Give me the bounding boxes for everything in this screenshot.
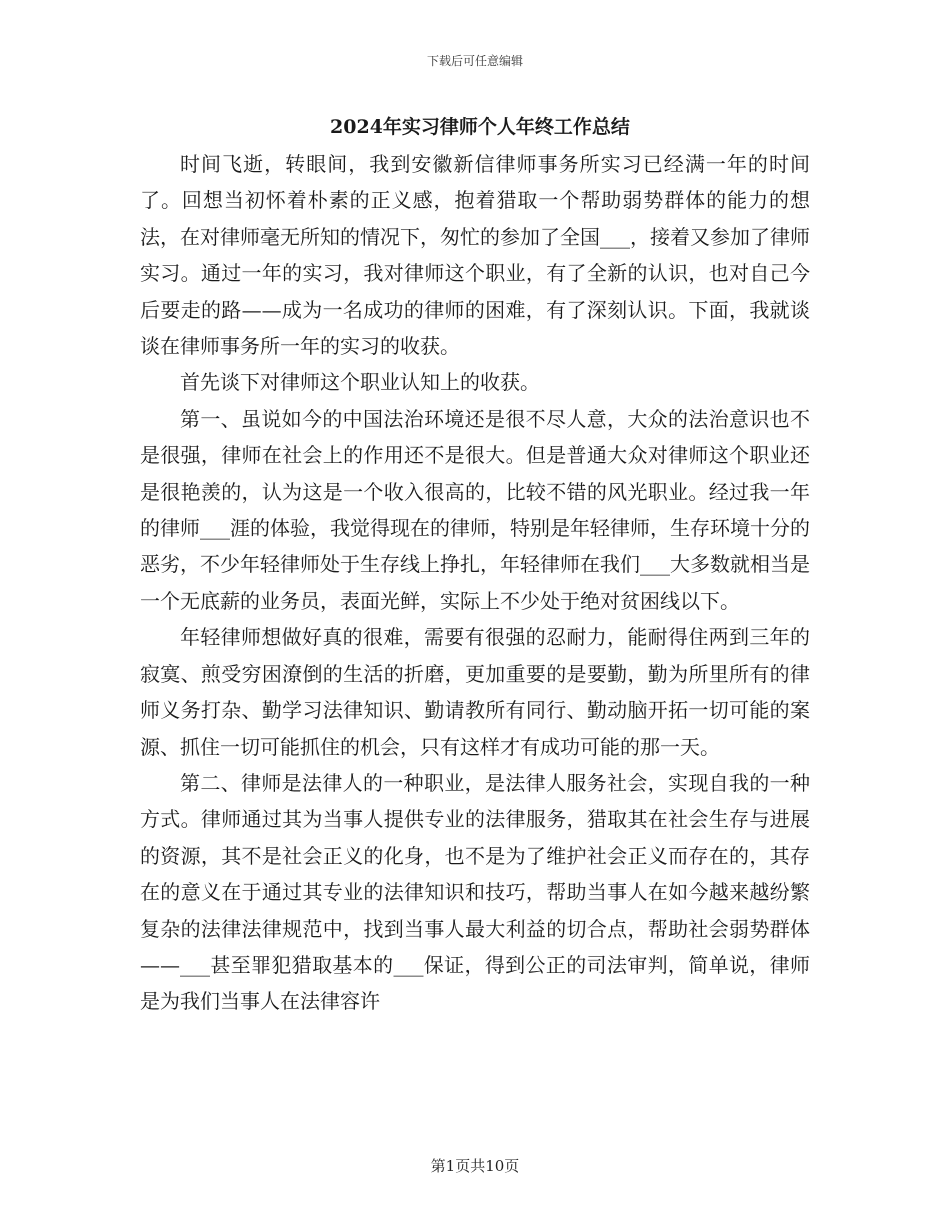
paragraph: 首先谈下对律师这个职业认知上的收获。 xyxy=(180,370,540,395)
paragraph: 时间飞逝，转眼间，我到安徽新信律师事务所实习已经满一年的时间了。回想当初怀着朴素的正义感，抱着猎取一个帮助弱势群体的能力的想法，在对律师毫无所知的情况下，匆忙的参加了全国___，接着又参加了律师实习。通过一年的实习，我对律师这个职业，有了全新的认识，也对自己今后要走的路——成为一名成功的律师的困难，有了深刻认识。下面，我就谈谈在律师事务所一年的实习的收获。 xyxy=(140,152,810,359)
paragraph: 第二、律师是法律人的一种职业，是法律人服务社会，实现自我的一种方式。律师通过其为当事人提供专业的法律服务，猎取其在社会生存与进展的资源，其不是社会正义的化身，也不是为了维护社会正义而存在的，其存在的意义在于通过其专业的法律知识和技巧，帮助当事人在如今越来越纷繁复杂的法律法律规范中，找到当事人最大利益的切合点，帮助社会弱势群体——___甚至罪犯猎取基本的___保证，得到公正的司法审判，简单说，律师是为我们当事人在法律容许 xyxy=(140,770,810,1014)
page-number: 第1页共10页 xyxy=(430,1157,520,1175)
paragraph: 第一、虽说如今的中国法治环境还是很不尽人意，大众的法治意识也不是很强，律师在社会上的作用还不是很大。但是普通大众对律师这个职业还是很艳羡的，认为这是一个收入很高的，比较不错的风光职业。经过我一年的律师___涯的体验，我觉得现在的律师，特别是年轻律师，生存环境十分的恶劣，不少年轻律师处于生存线上挣扎，年轻律师在我们___大多数就相当是一个无底薪的业务员，表面光鲜，实际上不少处于绝对贫困线以下。 xyxy=(140,406,810,613)
paragraph: 年轻律师想做好真的很难，需要有很强的忍耐力，能耐得住两到三年的寂寞、煎受穷困潦倒的生活的折磨，更加重要的是要勤，勤为所里所有的律师义务打杂、勤学习法律知识、勤请教所有同行、勤动脑开拓一切可能的案源、抓住一切可能抓住的机会，只有这样才有成功可能的那一天。 xyxy=(140,625,810,759)
page-header-note: 下载后可任意编辑 xyxy=(426,54,523,68)
document-title: 2024年实习律师个人年终工作总结 xyxy=(330,116,630,138)
document-body xyxy=(140,146,810,1020)
